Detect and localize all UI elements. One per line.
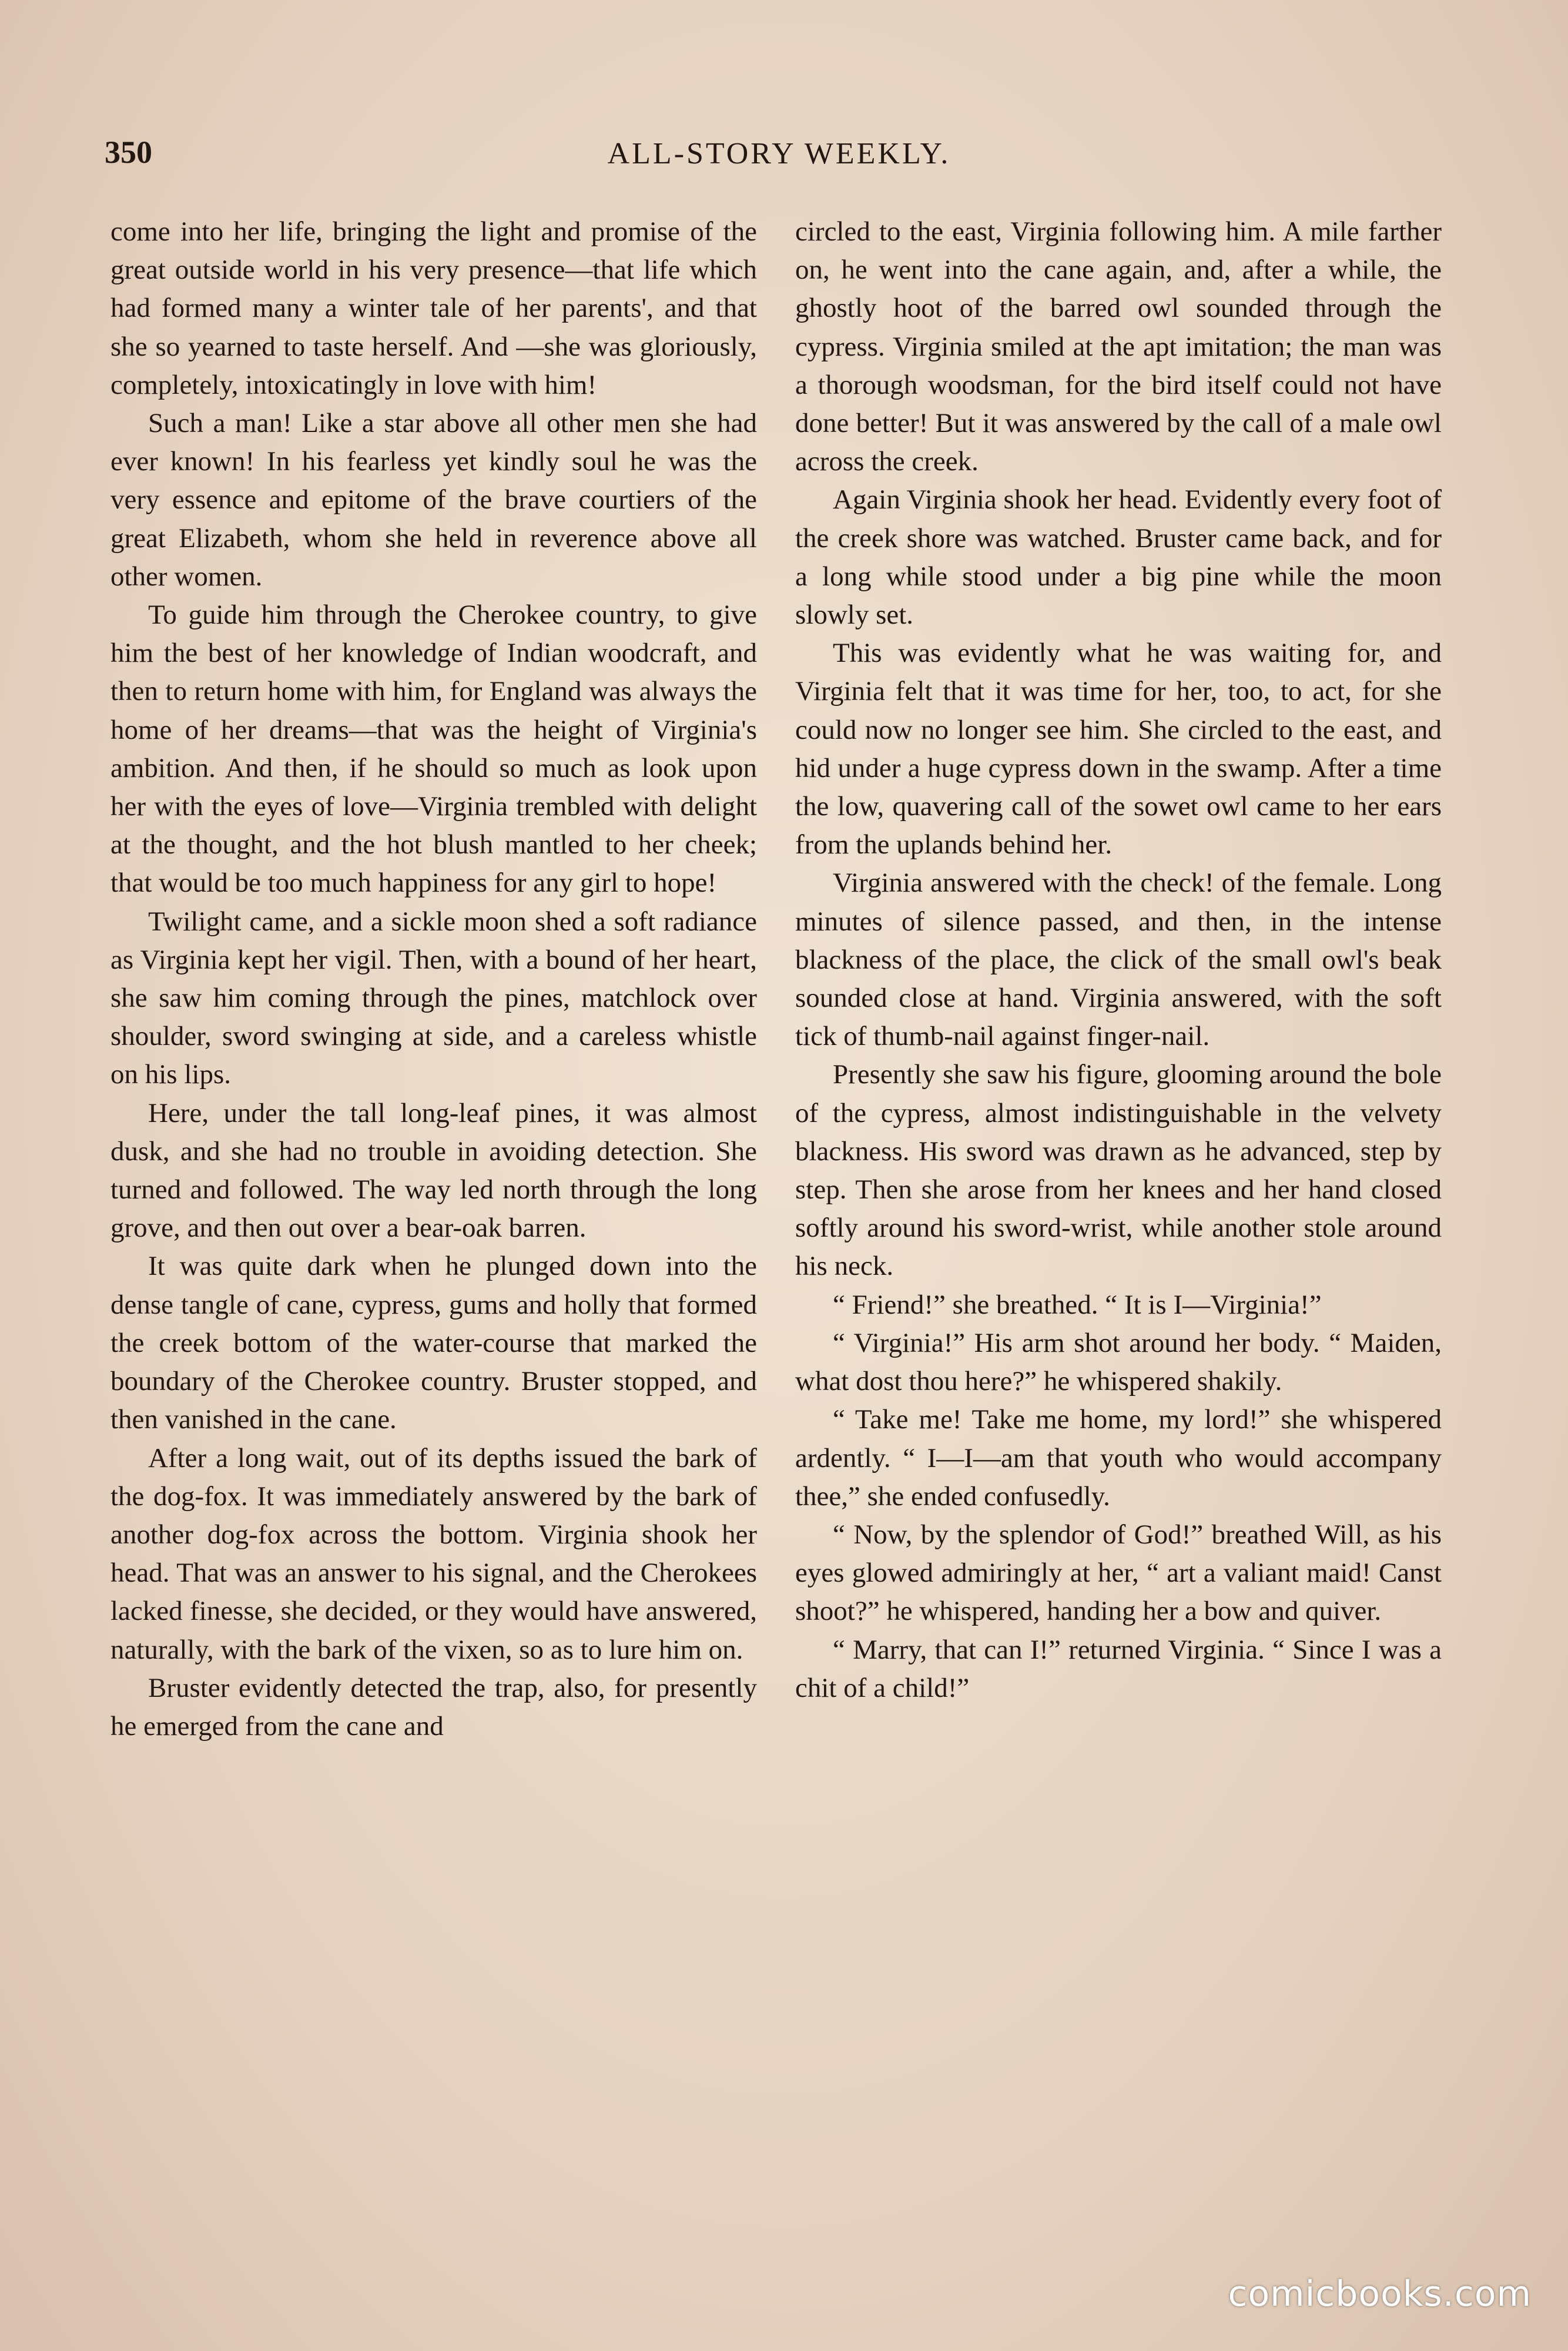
page-header bbox=[105, 134, 1453, 187]
paragraph: Again Virginia shook her head. Evidently every foot of the creek shore was watched. Bruster came back, and for a long while stood under a big pine while the moon slowly set. bbox=[795, 484, 1442, 631]
paragraph: Virginia answered with the check! of the female. Long minutes of silence passed, and then, in the intense blackness of the place, the click of the small owl's beak sounded close at hand. Virginia answered, with the soft tick of thumb-nail against finger-nail. bbox=[795, 868, 1442, 1052]
page-number: 350 bbox=[105, 135, 152, 170]
paragraph: This was evidently what he was waiting for, and Virginia felt that it was time for her, too, to act, for she could now no longer see him. She circled to the east, and hid under a huge cypress down in the swamp. After a time the low, quavering call of the sowet owl came to her ears from the uplands behind her. bbox=[795, 638, 1442, 860]
paragraph: “ Now, by the splendor of God!” breathed Will, as his eyes glowed admiringly at her, “ art a valiant maid! Canst shoot?” he whispered, handing her a bow and quiver. bbox=[795, 1519, 1442, 1627]
paragraph: “ Marry, that can I!” returned Virginia. “ Since I was a chit of a child!” bbox=[795, 1634, 1442, 1703]
paragraph: come into her life, bringing the light and promise of the great outside world in his very presence—that life which had formed many a winter tale of her parents', and that she so yearned to taste herself. And —she was gloriously, completely, intoxicatingly in love with him! bbox=[110, 216, 757, 400]
paragraph: Here, under the tall long-leaf pines, it was almost dusk, and she had no trouble in avoiding detection. She turned and followed. The way led north through the long grove, and then out over a bear-oak barren. bbox=[110, 1097, 757, 1244]
paragraph: “ Virginia!” His arm shot around her body. “ Maiden, what dost thou here?” he whispered shakily. bbox=[795, 1327, 1442, 1397]
paragraph: It was quite dark when he plunged down into the dense tangle of cane, cypress, gums and holly that formed the creek bottom of the water-course that marked the boundary of the Cherokee country. Bruster stopped, and then vanished in the cane. bbox=[110, 1251, 757, 1435]
paragraph: To guide him through the Cherokee country, to give him the best of her knowledge of Indian woodcraft, and then to return home with him, for England was always the home of her dreams—that was the height of Virginia's ambition. And then, if he should so much as look upon her with the eyes of love—Virginia trembled with delight at the thought, and the hot blush mantled to her cheek; that would be too much happiness for any girl to hope! bbox=[110, 600, 757, 899]
right-column bbox=[795, 213, 1442, 1707]
paragraph: “ Friend!” she breathed. “ It is I—Virginia!” bbox=[833, 1289, 1322, 1320]
watermark: comicbooks.com bbox=[1228, 2273, 1532, 2315]
paragraph: After a long wait, out of its depths issued the bark of the dog-fox. It was immediately answered by the bark of another dog-fox across the bottom. Virginia shook her head. That was an answer to his signal, and the Cherokees lacked finesse, she decided, or they would have answered, naturally, with the bark of the vixen, so as to lure him on. bbox=[110, 1442, 757, 1665]
paragraph: Twilight came, and a sickle moon shed a soft radiance as Virginia kept her vigil. Then, with a bound of her heart, she saw him coming through the pines, matchlock over shoulder, sword swinging at side, and a careless whistle on his lips. bbox=[110, 906, 757, 1090]
paragraph: Such a man! Like a star above all other men she had ever known! In his fearless yet kindly soul he was the very essence and epitome of the brave courtiers of the great Elizabeth, whom she held in reverence above all other women. bbox=[110, 408, 757, 592]
paragraph: circled to the east, Virginia following him. A mile farther on, he went into the cane again, and, after a while, the ghostly hoot of the barred owl sounded through the cypress. Virginia smiled at the apt imitation; the man was a thorough woodsman, for the bird itself could not have done better! But it was answered by the call of a male owl across the creek. bbox=[795, 216, 1442, 477]
left-column bbox=[110, 213, 757, 1746]
running-head: ALL-STORY WEEKLY. bbox=[607, 137, 951, 170]
paragraph: “ Take me! Take me home, my lord!” she whispered ardently. “ I—I—am that youth who would accompany thee,” she ended confusedly. bbox=[795, 1404, 1442, 1512]
paragraph: Bruster evidently detected the trap, also, for presently he emerged from the cane and bbox=[110, 1672, 757, 1742]
paragraph: Presently she saw his figure, glooming around the bole of the cypress, almost indistinguishable in the velvety blackness. His sword was drawn as he advanced, step by step. Then she arose from her knees and her hand closed softly around his sword-wrist, while another stole around his neck. bbox=[795, 1059, 1442, 1282]
